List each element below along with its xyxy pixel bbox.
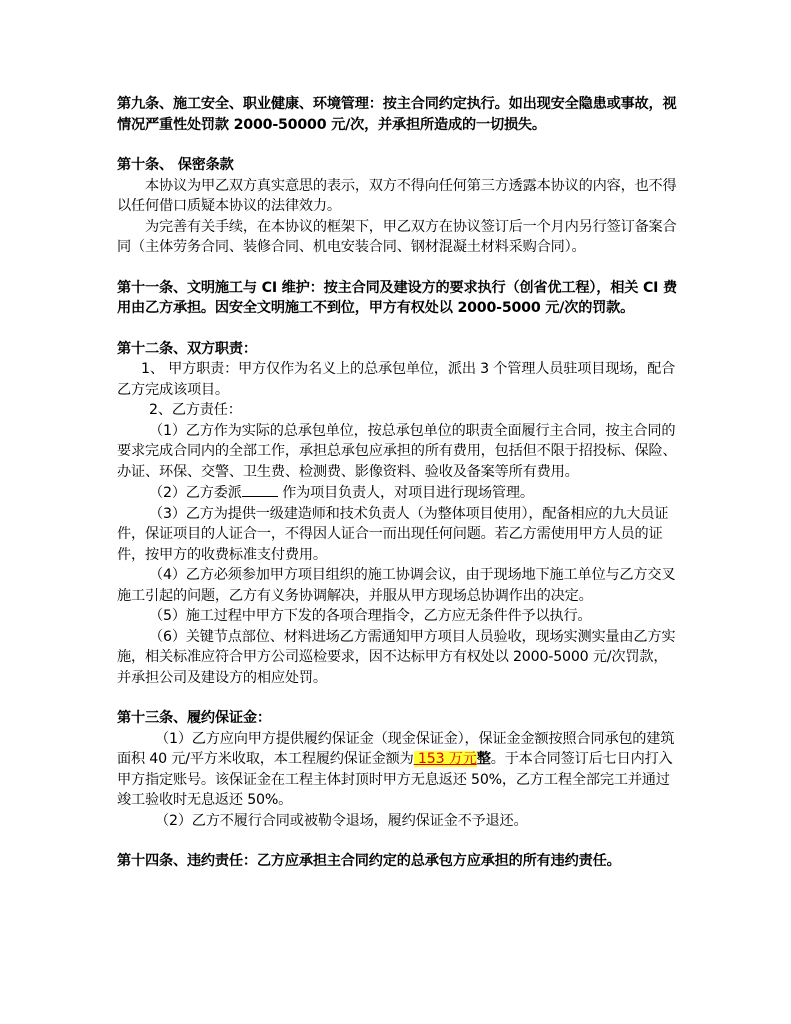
article-12-sub-3: （3）乙方为提供一级建造师和技术负责人（为整体项目使用），配备相应的九大员证件，保证项目的人证合一，不得因人证合一而出现任何问题。若乙方需使用甲方人员的证件，按甲方的收费标准支付费用。 bbox=[117, 505, 669, 563]
article-11: 第十一条、文明施工与 CI 维护：按主合同及建设方的要求执行（创省优工程），相关 CI 费用由乙方承担。因安全文明施工不到位，甲方有权处以 2000-5000 元/次的罚款。 bbox=[117, 279, 677, 316]
article-12-sub-5: （5）施工过程中甲方下发的各项合理指令，乙方应无条件件予以执行。 bbox=[149, 608, 592, 624]
article-10-paragraph-2: 为完善有关手续，在本协议的框架下，甲乙双方在协议签订后一个月内另行签订备案合同（主体劳务合同、装修合同、机电安装合同、钢材混凝土材料采购合同）。 bbox=[117, 218, 677, 255]
article-13-paragraph-1 bbox=[117, 729, 681, 811]
deposit-amount: 153 万元 bbox=[413, 751, 477, 767]
spacer bbox=[117, 319, 681, 339]
article-12-sub-2 bbox=[117, 482, 681, 504]
article-12-sub-2-tail: 作为项目负责人，对项目进行现场管理。 bbox=[277, 485, 534, 501]
article-13-p1-lead: （1）乙方应向甲方提供履约保证金（现金保证金），保证金金额按照合同承包的建筑面积 40 元/平方米收取，本工程履约保证金额为 bbox=[117, 730, 675, 767]
article-13-title: 第十三条、履约保证金： bbox=[117, 710, 271, 726]
deposit-amount-suffix: 整 bbox=[476, 751, 491, 767]
article-12-title: 第十二条、双方职责： bbox=[117, 340, 257, 357]
spacer bbox=[117, 258, 681, 278]
article-13-p1-tail: 。于本合同签订后七日内打入甲方指定账号。该保证金在工程主体封顶时甲方无息返还 50%，乙方工程全部完工并通过竣工验收时无息返还 50%。 bbox=[117, 751, 673, 808]
article-12-sub-6: （6）关键节点部位、材料进场乙方需通知甲方项目人员验收，现场实测实量由乙方实施，相关标准应符合甲方公司巡检要求，因不达标甲方有权处以 2000-5000 元/次罚款，并承担公司及建设方的相应处罚。 bbox=[117, 628, 676, 686]
article-12-sub-1: （1）乙方作为实际的总承包单位，按总承包单位的职责全面履行主合同，按主合同的要求完成合同内的全部工作，承担总承包应承担的所有费用，包括但不限于招投标、保险、办证、环保、交警、卫生费、检测费、影像资料、验收及备案等所有费用。 bbox=[117, 422, 677, 480]
article-13-paragraph-2: （2）乙方不履行合同或被勒令退场，履约保证金不予退还。 bbox=[155, 812, 528, 829]
article-14: 第十四条、违约责任：乙方应承担主合同约定的总承包方应承担的所有违约责任。 bbox=[117, 853, 621, 869]
article-12-item-2: 2、乙方责任： bbox=[149, 402, 242, 418]
name-blank-field bbox=[242, 482, 278, 497]
article-12-sub-4: （4）乙方必须参加甲方项目组织的施工协调会议，由于现场地下施工单位与乙方交叉施工引起的问题，乙方有义务协调解决，并服从甲方现场总协调作出的决定。 bbox=[117, 567, 676, 604]
article-10-paragraph-1: 本协议为甲乙双方真实意思的表示，双方不得向任何第三方透露本协议的内容，也不得以任何借口质疑本协议的法律效力。 bbox=[117, 177, 677, 214]
spacer bbox=[117, 831, 681, 851]
article-12-item-1: 1、 甲方职责：甲方仅作为名义上的总承包单位，派出 3 个管理人员驻项目现场，配合乙方完成该项目。 bbox=[117, 361, 676, 398]
article-9: 第九条、施工安全、职业健康、环境管理：按主合同约定执行。如出现安全隐患或事故，视情况严重性处罚款 2000-50000 元/次，并承担所造成的一切损失。 bbox=[117, 96, 677, 133]
article-12-sub-2-lead: （2）乙方委派 bbox=[149, 485, 242, 501]
spacer bbox=[117, 135, 681, 155]
spacer bbox=[117, 688, 681, 708]
article-10-title: 第十条、 保密条款 bbox=[117, 157, 234, 173]
